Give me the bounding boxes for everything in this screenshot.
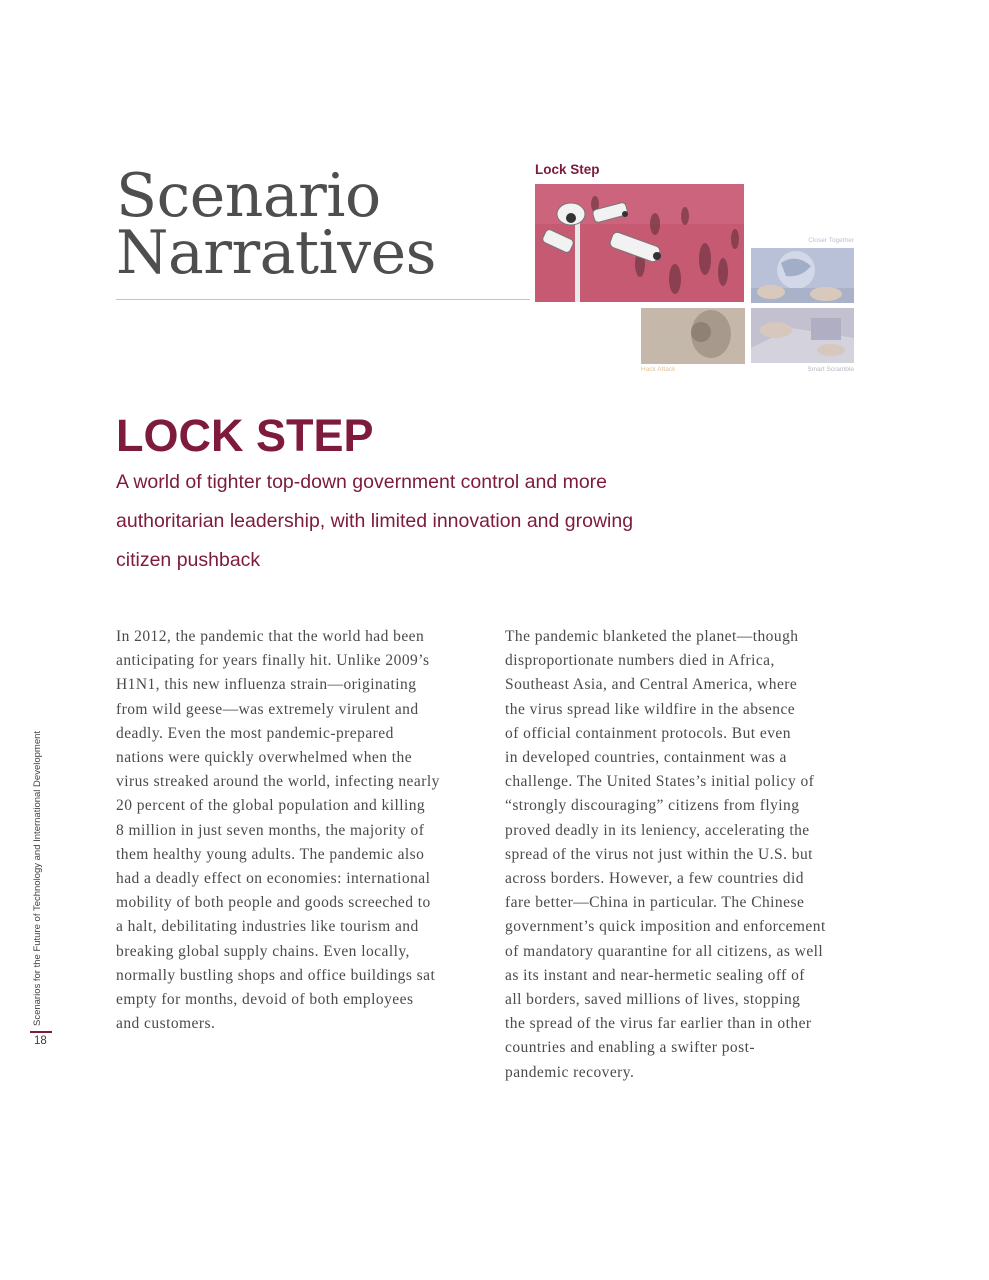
thumbnail-label-closer-together: Closer Together — [808, 237, 854, 244]
hack-attack-photo — [641, 308, 745, 364]
page-title — [116, 161, 436, 288]
body-line: government’s quick imposition and enforcement — [505, 918, 826, 936]
thumbnail-label-hack-attack: Hack Attack — [641, 366, 676, 373]
body-line: mobility of both people and goods screeched to — [116, 894, 431, 912]
body-line: from wild geese—was extremely virulent and — [116, 700, 419, 718]
body-line: across borders. However, a few countries did — [505, 870, 804, 888]
body-line: in developed countries, containment was a — [505, 749, 787, 767]
body-line: The pandemic blanketed the planet—though — [505, 628, 799, 645]
body-line: spread of the virus not just within the U.S. but — [505, 845, 813, 863]
page-number-rule — [30, 1031, 52, 1033]
body-line: the spread of the virus far earlier than in other — [505, 1015, 812, 1033]
body-line: H1N1, this new influenza strain—originating — [116, 676, 417, 694]
subtitle-line: authoritarian leadership, with limited innovation and growing — [116, 510, 634, 532]
body-line: 8 million in just seven months, the majority of — [116, 821, 425, 839]
publication-footer: Scenarios for the Future of Technology and International Development — [32, 730, 43, 1026]
subtitle-line: A world of tighter top-down government control and more — [116, 471, 608, 493]
body-line: breaking global supply chains. Even locally, — [116, 942, 410, 960]
body-line: deadly. Even the most pandemic-prepared — [116, 724, 394, 742]
body-line: of mandatory quarantine for all citizens, as well — [505, 942, 824, 960]
body-line: of official containment protocols. But even — [505, 724, 791, 742]
body-line: In 2012, the pandemic that the world had been — [116, 628, 425, 645]
body-line: and customers. — [116, 1015, 216, 1033]
body-line: 20 percent of the global population and killing — [116, 797, 426, 815]
closer-together-photo — [751, 248, 854, 303]
page-title-line: Narratives — [116, 218, 436, 288]
section-heading: LOCK STEP — [116, 410, 374, 461]
body-line: all borders, saved millions of lives, stopping — [505, 991, 801, 1009]
smart-scramble-photo — [751, 308, 854, 363]
body-line: disproportionate numbers died in Africa, — [505, 652, 775, 670]
body-line: them healthy young adults. The pandemic also — [116, 845, 425, 863]
body-line: the virus spread like wildfire in the absence — [505, 700, 796, 718]
body-line: had a deadly effect on economies: international — [116, 870, 431, 888]
lock-step-photo — [535, 184, 744, 302]
body-line: countries and enabling a swifter post- — [505, 1039, 755, 1057]
section-subtitle — [116, 463, 676, 580]
active-scenario-label: Lock Step — [535, 162, 600, 177]
body-line: empty for months, devoid of both employees — [116, 991, 414, 1009]
page-number: 18 — [34, 1035, 47, 1047]
title-divider — [116, 299, 530, 300]
body-line: Southeast Asia, and Central America, where — [505, 676, 798, 694]
subtitle-line: citizen pushback — [116, 549, 261, 571]
body-line: nations were quickly overwhelmed when the — [116, 749, 413, 767]
body-line: “strongly discouraging” citizens from flying — [505, 797, 800, 815]
thumbnail-label-smart-scramble: Smart Scramble — [807, 366, 854, 373]
body-line: pandemic recovery. — [505, 1063, 635, 1081]
body-column-right — [505, 625, 865, 1085]
page-title-line: Scenario — [116, 161, 381, 231]
body-line: a halt, debilitating industries like tourism and — [116, 918, 419, 936]
body-column-left — [116, 625, 471, 1036]
body-line: virus streaked around the world, infecting nearly — [116, 773, 440, 791]
body-line: anticipating for years finally hit. Unlike 2009’s — [116, 652, 430, 670]
body-line: as its instant and near-hermetic sealing off of — [505, 966, 805, 984]
body-line: fare better—China in particular. The Chinese — [505, 894, 805, 912]
body-line: normally bustling shops and office buildings sat — [116, 966, 436, 984]
body-line: challenge. The United States’s initial policy of — [505, 773, 815, 791]
body-line: proved deadly in its leniency, accelerating the — [505, 821, 810, 839]
